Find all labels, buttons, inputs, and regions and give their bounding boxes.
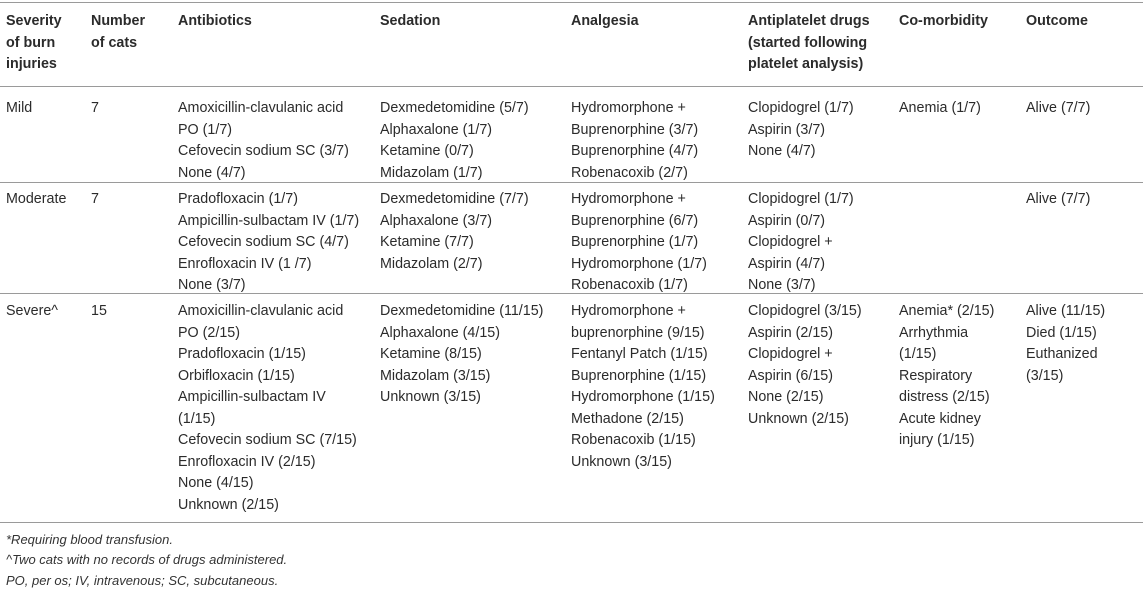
footnote-abbreviations: PO, per os; IV, intravenous; SC, subcutaneous. — [6, 573, 279, 588]
header-comorbidity — [899, 11, 988, 33]
cell-line: Robenacoxib (1/7) — [571, 277, 688, 293]
cell-line: Midazolam (1/7) — [380, 164, 483, 181]
cell-severity: Moderate — [6, 191, 67, 207]
cell-line: None (4/7) — [748, 143, 816, 159]
cell-line: Anemia (1/7) — [899, 100, 981, 116]
cell-line: PO (1/7) — [178, 121, 233, 138]
cell-comorbidity — [899, 301, 994, 452]
cell-line: of burn — [6, 34, 56, 51]
cell-line: Antiplatelet drugs — [748, 13, 870, 29]
header-analgesia — [571, 11, 639, 33]
cell-line: None (3/7) — [178, 277, 246, 293]
cell-line: Cefovecin sodium SC (3/7) — [178, 143, 349, 159]
cell-count: 7 — [91, 100, 99, 116]
cell-line: Respiratory — [899, 367, 973, 384]
cell-line: Antibiotics — [178, 13, 252, 29]
cell-antibiotics — [178, 301, 357, 516]
header-antibiotics — [178, 11, 252, 33]
cell-line: Alphaxalone (4/15) — [380, 324, 501, 341]
cell-analgesia — [571, 189, 707, 297]
cell-analgesia — [571, 98, 698, 184]
cell-line: Aspirin (2/15) — [748, 324, 834, 341]
cell-line: Buprenorphine (4/7) — [571, 143, 699, 159]
cell-line: platelet analysis) — [748, 56, 864, 72]
cell-line: Cefovecin sodium SC (7/15) — [178, 432, 357, 448]
cell-line: Clopidogrel (1/7) — [748, 100, 854, 116]
cell-line: Amoxicillin-clavulanic acid — [178, 100, 344, 116]
cell-line: Enrofloxacin IV (1 /7) — [178, 255, 312, 272]
cell-sedation — [380, 189, 529, 275]
cell-line: Buprenorphine (3/7) — [571, 121, 699, 138]
cell-line: Alphaxalone (3/7) — [380, 212, 493, 229]
cell-line: Ampicillin-sulbactam IV (1/7) — [178, 212, 360, 229]
cell-line: Methadone (2/15) — [571, 410, 684, 427]
header-severity — [6, 11, 62, 76]
cell-outcome — [1026, 98, 1090, 120]
cell-outcome — [1026, 301, 1105, 387]
cell-line: Alive (7/7) — [1026, 100, 1091, 116]
cell-severity: Mild — [6, 100, 33, 116]
cell-line: Orbifloxacin (1/15) — [178, 367, 295, 384]
cell-line: Pradofloxacin (1/7) — [178, 191, 298, 207]
cell-line: Severity — [6, 13, 62, 29]
cell-antiplatelet — [748, 301, 862, 430]
cell-line: Dexmedetomidine (5/7) — [380, 100, 529, 116]
cell-line: Ketamine (0/7) — [380, 143, 474, 159]
cell-line: Alphaxalone (1/7) — [380, 121, 493, 138]
cell-line: Analgesia — [571, 13, 639, 29]
cell-count: 7 — [91, 191, 99, 207]
cell-line: Pradofloxacin (1/15) — [178, 346, 306, 362]
cell-line: Buprenorphine (6/7) — [571, 212, 699, 229]
cell-line: Acute kidney — [899, 410, 981, 427]
cell-line: distress (2/15) — [899, 389, 990, 405]
cell-line: Died (1/15) — [1026, 324, 1097, 341]
cell-line: PO (2/15) — [178, 324, 240, 341]
cell-comorbidity — [899, 98, 981, 120]
cell-line: (started following — [748, 34, 868, 51]
cell-line: Euthanized — [1026, 346, 1098, 362]
cell-sedation — [380, 98, 529, 184]
cell-line: Outcome — [1026, 13, 1088, 29]
cell-line: Clopidogrel + — [748, 346, 833, 362]
cell-line: Hydromorphone + — [571, 303, 686, 319]
cell-line: Unknown (2/15) — [748, 410, 849, 427]
cell-line: Unknown (2/15) — [178, 496, 279, 513]
cell-line: Cefovecin sodium SC (4/7) — [178, 234, 349, 250]
cell-line: Buprenorphine (1/15) — [571, 367, 707, 384]
cell-antibiotics — [178, 189, 359, 297]
cell-antibiotics — [178, 98, 349, 184]
cell-antiplatelet — [748, 98, 854, 163]
cell-antiplatelet — [748, 189, 854, 297]
cell-line: Ketamine (7/7) — [380, 234, 474, 250]
cell-line: Arrhythmia — [899, 324, 969, 341]
cell-line: Dexmedetomidine (11/15) — [380, 303, 544, 319]
cell-line: Hydromorphone + — [571, 191, 686, 207]
header-outcome — [1026, 11, 1088, 33]
cell-line: Robenacoxib (2/7) — [571, 164, 688, 181]
top-rule — [0, 2, 1143, 3]
cell-line: Clopidogrel (3/15) — [748, 303, 862, 319]
cell-sedation — [380, 301, 543, 409]
cell-line: Enrofloxacin IV (2/15) — [178, 453, 316, 470]
cell-line: Hydromorphone + — [571, 100, 686, 116]
header-sedation — [380, 11, 440, 33]
cell-line: (1/15) — [899, 346, 937, 362]
bottom-rule — [0, 522, 1143, 523]
cell-line: injury (1/15) — [899, 432, 975, 448]
cell-line: Hydromorphone (1/7) — [571, 255, 707, 272]
cell-analgesia — [571, 301, 715, 473]
cell-line: Ampicillin-sulbactam IV — [178, 389, 326, 405]
cell-line: Sedation — [380, 13, 441, 29]
cell-line: Aspirin (4/7) — [748, 255, 826, 272]
cell-line: Aspirin (0/7) — [748, 212, 826, 229]
cell-line: None (2/15) — [748, 389, 824, 405]
cell-outcome — [1026, 189, 1090, 211]
cell-severity: Severe^ — [6, 303, 59, 319]
cell-line: Dexmedetomidine (7/7) — [380, 191, 529, 207]
cell-line: of cats — [91, 34, 138, 51]
cell-line: Midazolam (2/7) — [380, 255, 483, 272]
cell-line: Anemia* (2/15) — [899, 303, 995, 319]
cell-line: (1/15) — [178, 410, 216, 427]
header-count — [91, 11, 145, 54]
cell-line: Clopidogrel + — [748, 234, 833, 250]
cell-line: Amoxicillin-clavulanic acid — [178, 303, 344, 319]
cell-line: Aspirin (3/7) — [748, 121, 826, 138]
cell-count: 15 — [91, 303, 107, 319]
cell-line: (3/15) — [1026, 367, 1064, 384]
cell-line: injuries — [6, 56, 57, 72]
cell-line: Buprenorphine (1/7) — [571, 234, 699, 250]
footnote-transfusion: *Requiring blood transfusion. — [6, 532, 173, 547]
cell-line: Robenacoxib (1/15) — [571, 432, 696, 448]
cell-line: Aspirin (6/15) — [748, 367, 834, 384]
header-antiplatelet — [748, 11, 870, 76]
cell-line: Unknown (3/15) — [571, 453, 672, 470]
cell-line: None (3/7) — [748, 277, 816, 293]
cell-line: Alive (11/15) — [1026, 303, 1106, 319]
cell-line: buprenorphine (9/15) — [571, 324, 705, 341]
cell-line: Ketamine (8/15) — [380, 346, 482, 362]
header-rule — [0, 86, 1143, 87]
cell-line: Hydromorphone (1/15) — [571, 389, 715, 405]
cell-line: Alive (7/7) — [1026, 191, 1091, 207]
cell-line: Number — [91, 13, 146, 29]
cell-line: Midazolam (3/15) — [380, 367, 491, 384]
cell-line: Unknown (3/15) — [380, 389, 481, 405]
cell-line: Fentanyl Patch (1/15) — [571, 346, 708, 362]
cell-line: None (4/7) — [178, 164, 246, 181]
cell-line: Clopidogrel (1/7) — [748, 191, 854, 207]
cell-line: None (4/15) — [178, 475, 254, 491]
footnote-no-records: ^Two cats with no records of drugs administered. — [6, 552, 288, 567]
cell-line: Co-morbidity — [899, 13, 988, 29]
